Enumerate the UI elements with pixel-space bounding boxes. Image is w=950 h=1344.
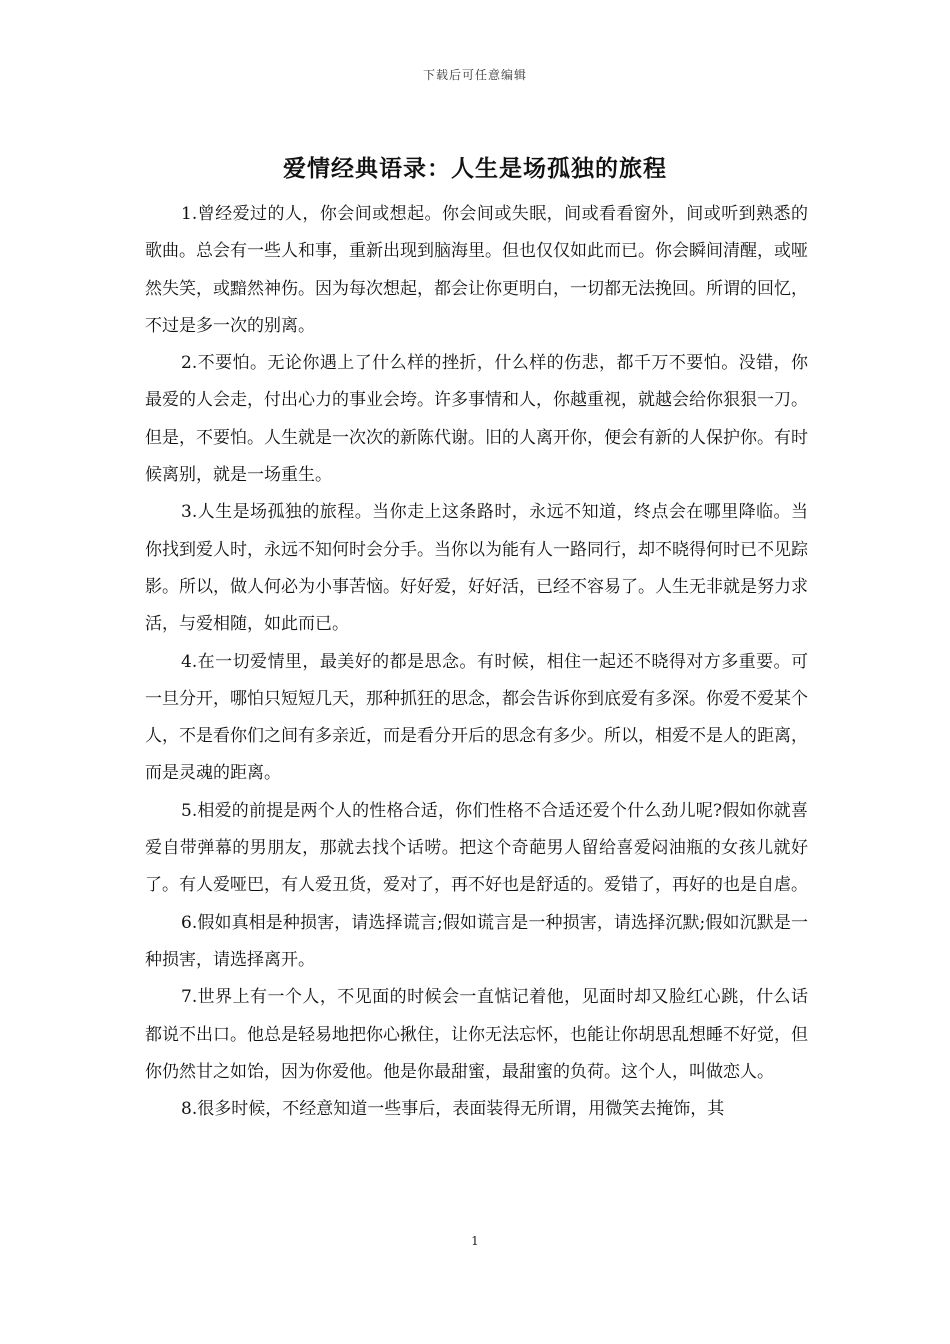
page-header: 下载后可任意编辑	[422, 68, 527, 82]
document-title: 爱情经典语录：人生是场孤独的旅程	[283, 155, 667, 182]
paragraph-7: 7.世界上有一个人，不见面的时候会一直惦记着他，见面时却又脸红心跳，什么话都说不出口。他总是轻易地把你心揪住，让你无法忘怀，也能让你胡思乱想睡不好觉，但你仍然甘之如饴，因为你爱他。他是你最甜蜜，最甜蜜的负荷。这个人，叫做恋人。	[145, 987, 808, 1082]
paragraph-1: 1.曾经爱过的人，你会间或想起。你会间或失眠，间或看看窗外，间或听到熟悉的歌曲。总会有一些人和事，重新出现到脑海里。但也仅仅如此而已。你会瞬间清醒，或哑然失笑，或黯然神伤。因为每次想起，都会让你更明白，一切都无法挽回。所谓的回忆，不过是多一次的别离。	[145, 204, 808, 336]
page-number: 1	[471, 1234, 479, 1248]
paragraph-3: 3.人生是场孤独的旅程。当你走上这条路时，永远不知道，终点会在哪里降临。当你找到爱人时，永远不知何时会分手。当你以为能有人一路同行，却不晓得何时已不见踪影。所以，做人何必为小事苦恼。好好爱，好好活，已经不容易了。人生无非就是努力求活，与爱相随，如此而已。	[145, 502, 808, 635]
paragraph-8: 8.很多时候，不经意知道一些事后，表面装得无所谓，用微笑去掩饰，其	[181, 1099, 725, 1120]
paragraph-2: 2.不要怕。无论你遇上了什么样的挫折，什么样的伤悲，都千万不要怕。没错，你最爱的人会走，付出心力的事业会垮。许多事情和人，你越重视，就越会给你狠狠一刀。但是，不要怕。人生就是一次次的新陈代谢。旧的人离开你，便会有新的人保护你。有时候离别，就是一场重生。	[145, 353, 808, 486]
paragraph-6: 6.假如真相是种损害，请选择谎言;假如谎言是一种损害，请选择沉默;假如沉默是一种损害，请选择离开。	[145, 912, 808, 970]
paragraph-5: 5.相爱的前提是两个人的性格合适，你们性格不合适还爱个什么劲儿呢?假如你就喜爱自带弹幕的男朋友，那就去找个话唠。把这个奇葩男人留给喜爱闷油瓶的女孩儿就好了。有人爱哑巴，有人爱丑货，爱对了，再不好也是舒适的。爱错了，再好的也是自虐。	[145, 800, 808, 896]
document-body	[145, 196, 808, 1128]
paragraph-4: 4.在一切爱情里，最美好的都是思念。有时候，相住一起还不晓得对方多重要。可一旦分开，哪怕只短短几天，那种抓狂的思念，都会告诉你到底爱有多深。你爱不爱某个人，不是看你们之间有多亲近，而是看分开后的思念有多少。所以，相爱不是人的距离，而是灵魂的距离。	[145, 651, 808, 784]
